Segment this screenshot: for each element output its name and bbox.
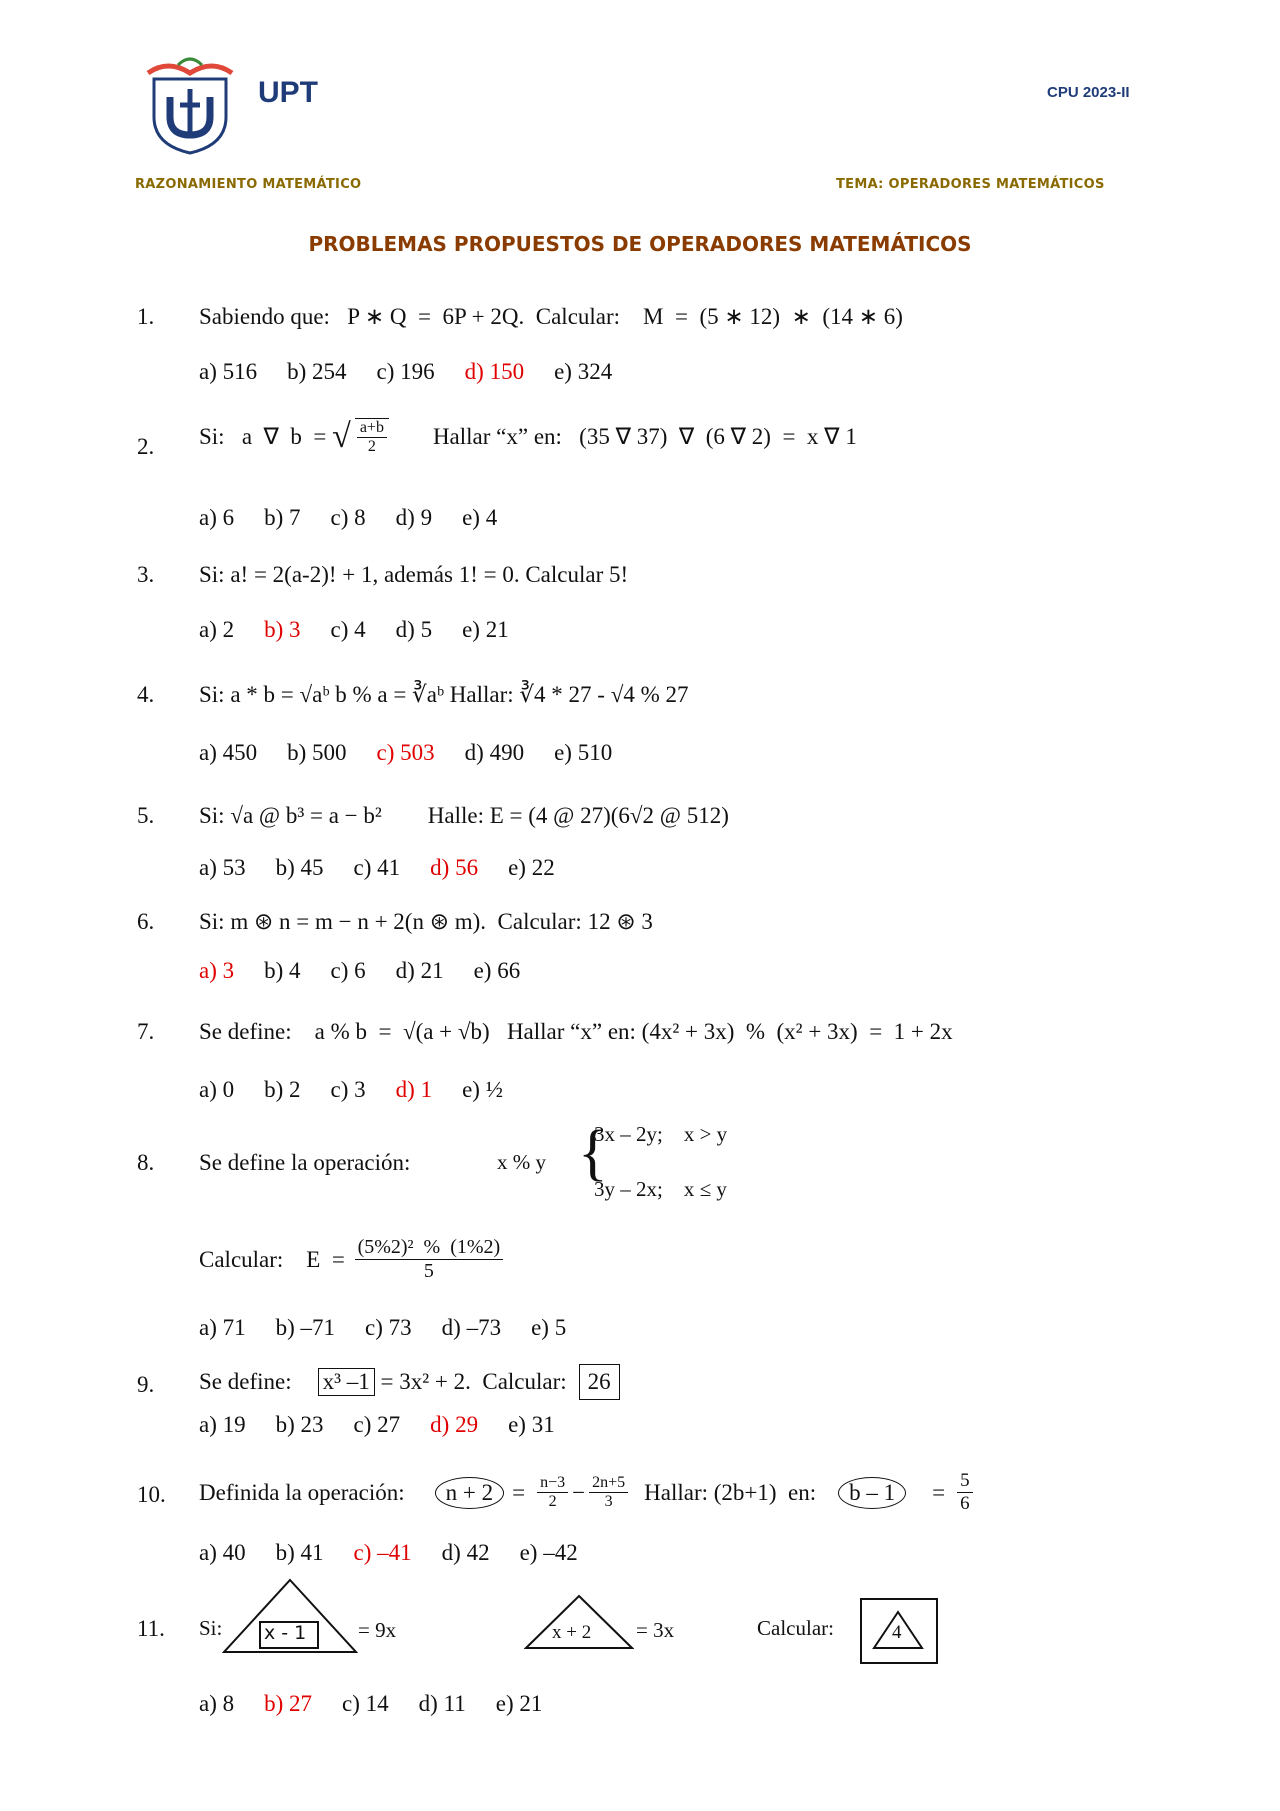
equation-result: = 9x	[358, 1618, 397, 1642]
equals: =	[932, 1479, 946, 1505]
calc-label: Calcular: E =	[199, 1246, 351, 1272]
triangle-operator-text: x - 1	[264, 1622, 307, 1644]
problem-text	[199, 418, 857, 456]
university-logo	[138, 55, 242, 155]
option: c) 73	[365, 1315, 412, 1340]
problem-text: Si: m ⊛ n = m − n + 2(n ⊛ m). Calcular: 12 ⊛ 3	[199, 909, 653, 934]
options	[199, 505, 527, 531]
case-1: 3x – 2y; x > y	[594, 1122, 728, 1146]
correct-option: b) 3	[264, 617, 301, 642]
option: a) 19	[199, 1412, 246, 1437]
option: b) 254	[287, 359, 347, 384]
circle-operator: b – 1	[838, 1477, 906, 1509]
correct-option: d) 29	[430, 1412, 479, 1437]
option: b) 7	[264, 505, 301, 530]
fraction	[957, 1470, 973, 1515]
numerator: (5%2)² % (1%2)	[355, 1236, 504, 1260]
operator-def: x % y	[497, 1150, 546, 1174]
equation-result: = 3x	[636, 1618, 675, 1642]
options	[199, 617, 539, 643]
option: c) 41	[353, 855, 401, 880]
options	[199, 359, 642, 385]
calc-expression	[199, 1236, 507, 1283]
fraction	[355, 1236, 504, 1283]
numerator: 5	[957, 1470, 973, 1493]
option: a) 8	[199, 1691, 235, 1716]
correct-option: d) 1	[395, 1077, 433, 1102]
correct-option: d) 56	[430, 855, 479, 880]
correct-option: b) 27	[264, 1691, 313, 1716]
fraction	[537, 1474, 568, 1511]
options	[199, 1315, 596, 1341]
option: e) 510	[554, 740, 613, 765]
problem-text	[199, 1470, 977, 1515]
denominator: 5	[423, 1260, 434, 1282]
problem-number: 5.	[137, 803, 155, 828]
triangle-operator-text: x + 2	[552, 1622, 592, 1643]
case-2: 3y – 2x; x ≤ y	[594, 1177, 727, 1201]
denominator: 3	[604, 1493, 613, 1510]
numerator: a+b	[357, 419, 387, 438]
problem-number: 11.	[137, 1616, 165, 1641]
options	[199, 855, 585, 881]
problem-number: 8.	[137, 1150, 155, 1175]
option: e) 21	[495, 1691, 543, 1716]
option: a) 2	[199, 617, 235, 642]
denominator: 2	[548, 1493, 557, 1510]
minus: −	[572, 1479, 586, 1505]
option: c) 14	[342, 1691, 389, 1716]
denominator: 2	[367, 438, 376, 455]
option: e) 66	[473, 958, 521, 983]
option: d) 5	[395, 617, 433, 642]
option: a) 53	[199, 855, 246, 880]
option: e) 31	[508, 1412, 555, 1437]
option: d) 42	[441, 1540, 490, 1565]
correct-option: d) 150	[464, 359, 525, 384]
course-name: RAZONAMIENTO MATEMÁTICO	[135, 177, 362, 192]
option: a) 450	[199, 740, 258, 765]
calc-label: Calcular:	[757, 1616, 834, 1640]
option: e) 5	[531, 1315, 567, 1340]
option: b) –71	[275, 1315, 336, 1340]
problem-text: Si: a * b = √aᵇ b % a = ∛aᵇ Hallar: ∛4 * 27 - √4 % 27	[199, 682, 689, 707]
correct-option: c) –41	[353, 1540, 412, 1565]
option: e) –42	[519, 1540, 578, 1565]
numerator: 2n+5	[589, 1474, 628, 1493]
denominator: 6	[960, 1493, 970, 1514]
problem-text-pre: Si: a ∇ b =	[199, 424, 333, 449]
options	[199, 1540, 608, 1566]
options	[199, 740, 642, 766]
option: e) 324	[554, 359, 613, 384]
option: e) 4	[462, 505, 498, 530]
problem-text-mid: Hallar: (2b+1) en:	[644, 1479, 817, 1505]
option: d) 9	[395, 505, 433, 530]
problem-number: 2.	[137, 434, 155, 459]
option: c) 4	[330, 617, 366, 642]
box-operator: 26	[579, 1364, 620, 1400]
triangle-operator-text: 4	[892, 1622, 902, 1643]
course-code: CPU 2023-II	[1047, 84, 1130, 101]
option: b) 23	[275, 1412, 324, 1437]
fraction	[589, 1474, 628, 1511]
circle-operator: n + 2	[435, 1477, 504, 1509]
option: b) 45	[275, 855, 324, 880]
options	[199, 958, 550, 984]
problem-text	[199, 1364, 620, 1400]
option: e) 22	[508, 855, 555, 880]
options	[199, 1412, 585, 1438]
problem-text: Si: a! = 2(a-2)! + 1, además 1! = 0. Calcular 5!	[199, 562, 629, 587]
problem-text: Se define: a % b = √(a + √b) Hallar “x” en: (4x² + 3x) % (x² + 3x) = 1 + 2x	[199, 1019, 953, 1044]
problem-number: 1.	[137, 304, 155, 329]
option: a) 71	[199, 1315, 246, 1340]
correct-option: c) 503	[376, 740, 435, 765]
page-title: PROBLEMAS PROPUESTOS DE OPERADORES MATEMÁTICOS	[308, 232, 972, 256]
option: a) 6	[199, 505, 235, 530]
problem-text-pre: Si:	[199, 1616, 223, 1640]
option: d) 21	[395, 958, 444, 983]
problem-number: 6.	[137, 909, 155, 934]
option: e) 21	[462, 617, 509, 642]
problem-text-post: Hallar “x” en: (35 ∇ 37) ∇ (6 ∇ 2) = x ∇ 1	[432, 424, 857, 449]
option: a) 0	[199, 1077, 235, 1102]
problem-number: 7.	[137, 1019, 155, 1044]
option: b) 500	[287, 740, 347, 765]
option: c) 6	[330, 958, 366, 983]
options	[199, 1077, 533, 1103]
problem-number: 4.	[137, 682, 155, 707]
correct-option: a) 3	[199, 958, 235, 983]
option: c) 196	[376, 359, 435, 384]
problem-text: Sabiendo que: P ∗ Q = 6P + 2Q. Calcular: M = (5 ∗ 12) ∗ (14 ∗ 6)	[199, 304, 903, 329]
problem-number: 9.	[137, 1372, 155, 1397]
fraction	[355, 418, 389, 456]
problem-text: Se define la operación:	[199, 1150, 411, 1175]
option: d) 11	[418, 1691, 466, 1716]
option: a) 40	[199, 1540, 246, 1565]
topic: TEMA: OPERADORES MATEMÁTICOS	[836, 177, 1105, 192]
option: c) 3	[330, 1077, 366, 1102]
problem-text-pre: Se define:	[199, 1369, 292, 1394]
option: c) 8	[330, 505, 366, 530]
option: b) 2	[264, 1077, 301, 1102]
option: a) 516	[199, 359, 258, 384]
problem-number: 10.	[137, 1482, 166, 1507]
option: b) 41	[275, 1540, 324, 1565]
option: d) 490	[464, 740, 525, 765]
option: b) 4	[264, 958, 301, 983]
problem-text: Si: √a @ b³ = a − b² Halle: E = (4 @ 27)(6√2 @ 512)	[199, 803, 729, 828]
brace-icon: {	[578, 1119, 608, 1187]
logo-text: UPT	[258, 76, 318, 109]
option: e) ½	[462, 1077, 503, 1102]
problem-number: 3.	[137, 562, 155, 587]
numerator: n−3	[537, 1474, 568, 1493]
problem-text-pre: Definida la operación:	[199, 1479, 405, 1505]
equals: =	[512, 1479, 526, 1505]
sqrt-icon: √	[332, 418, 351, 455]
problem-text-mid: = 3x² + 2. Calcular:	[374, 1369, 567, 1394]
options	[199, 1691, 572, 1717]
box-operator: x³ –1	[318, 1368, 375, 1396]
option: c) 27	[353, 1412, 401, 1437]
option: d) –73	[441, 1315, 502, 1340]
